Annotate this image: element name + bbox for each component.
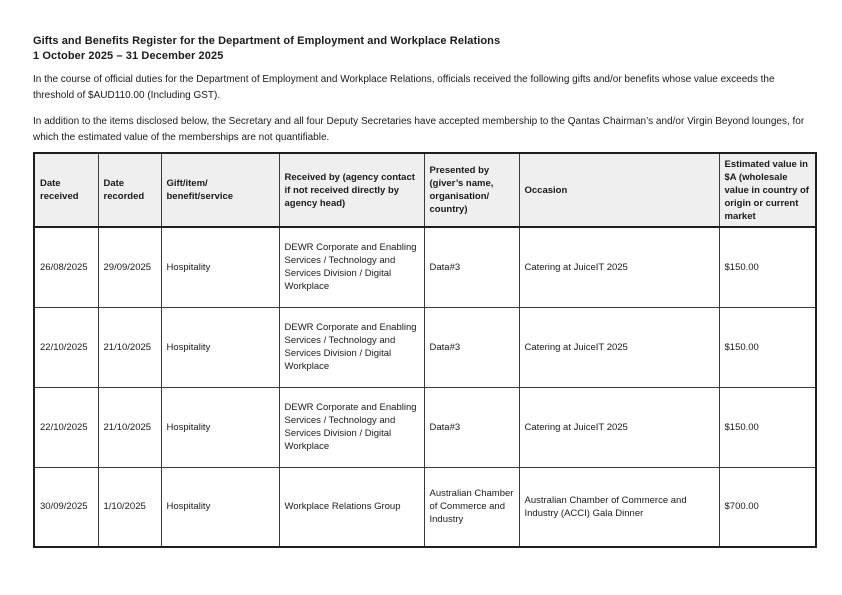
cell-date-received: 30/09/2025 (34, 467, 98, 547)
column-header: Occasion (519, 153, 719, 227)
intro-paragraph: In the course of official duties for the Department of Employment and Workplace Relations, officials received the following gifts and/or benefits whose value exceeds the threshold of $AUD110.00 (Including GST). (33, 74, 775, 101)
cell-estimated-value: $150.00 (719, 307, 816, 387)
page-title (33, 34, 815, 63)
cell-presented-by: Data#3 (424, 307, 519, 387)
cell-gift: Hospitality (161, 307, 279, 387)
cell-gift: Hospitality (161, 467, 279, 547)
cell-date-received: 22/10/2025 (34, 387, 98, 467)
table-row (34, 387, 816, 467)
cell-estimated-value: $700.00 (719, 467, 816, 547)
column-header: Presented by (giver’s name, organisation/ country) (424, 153, 519, 227)
lounge-membership-paragraph: In addition to the items disclosed below, the Secretary and all four Deputy Secretaries have accepted membership to the Qantas Chairman’s and/or Virgin Beyond lounges, for which the estimated value of the memberships are not quantifiable. (33, 116, 805, 143)
cell-received-by: DEWR Corporate and Enabling Services / Technology and Services Division / Digital Workplace (279, 307, 424, 387)
cell-gift: Hospitality (161, 227, 279, 307)
cell-date-recorded: 29/09/2025 (98, 227, 161, 307)
cell-date-recorded: 1/10/2025 (98, 467, 161, 547)
cell-estimated-value: $150.00 (719, 387, 816, 467)
table-row (34, 467, 816, 547)
cell-date-received: 22/10/2025 (34, 307, 98, 387)
gifts-register-table (33, 152, 817, 548)
column-header: Received by (agency contact if not received directly by agency head) (279, 153, 424, 227)
cell-received-by: Workplace Relations Group (279, 467, 424, 547)
page-title-line-1: Gifts and Benefits Register for the Department of Employment and Workplace Relations (33, 35, 501, 47)
cell-presented-by: Data#3 (424, 227, 519, 307)
table-row (34, 307, 816, 387)
cell-occasion: Catering at JuiceIT 2025 (519, 227, 719, 307)
cell-gift: Hospitality (161, 387, 279, 467)
cell-presented-by: Australian Chamber of Commerce and Industry (424, 467, 519, 547)
table-row (34, 227, 816, 307)
column-header: Date received (34, 153, 98, 227)
column-header: Estimated value in $A (wholesale value in country of origin or current market (719, 153, 816, 227)
cell-date-received: 26/08/2025 (34, 227, 98, 307)
cell-estimated-value: $150.00 (719, 227, 816, 307)
cell-received-by: DEWR Corporate and Enabling Services / Technology and Services Division / Digital Workplace (279, 227, 424, 307)
column-header: Date recorded (98, 153, 161, 227)
cell-date-recorded: 21/10/2025 (98, 387, 161, 467)
cell-occasion: Australian Chamber of Commerce and Industry (ACCI) Gala Dinner (519, 467, 719, 547)
cell-received-by: DEWR Corporate and Enabling Services / Technology and Services Division / Digital Workplace (279, 387, 424, 467)
cell-occasion: Catering at JuiceIT 2025 (519, 387, 719, 467)
column-header: Gift/item/ benefit/service (161, 153, 279, 227)
page-title-line-2: 1 October 2025 – 31 December 2025 (33, 49, 224, 62)
table-header-row (34, 153, 816, 227)
cell-occasion: Catering at JuiceIT 2025 (519, 307, 719, 387)
cell-date-recorded: 21/10/2025 (98, 307, 161, 387)
cell-presented-by: Data#3 (424, 387, 519, 467)
